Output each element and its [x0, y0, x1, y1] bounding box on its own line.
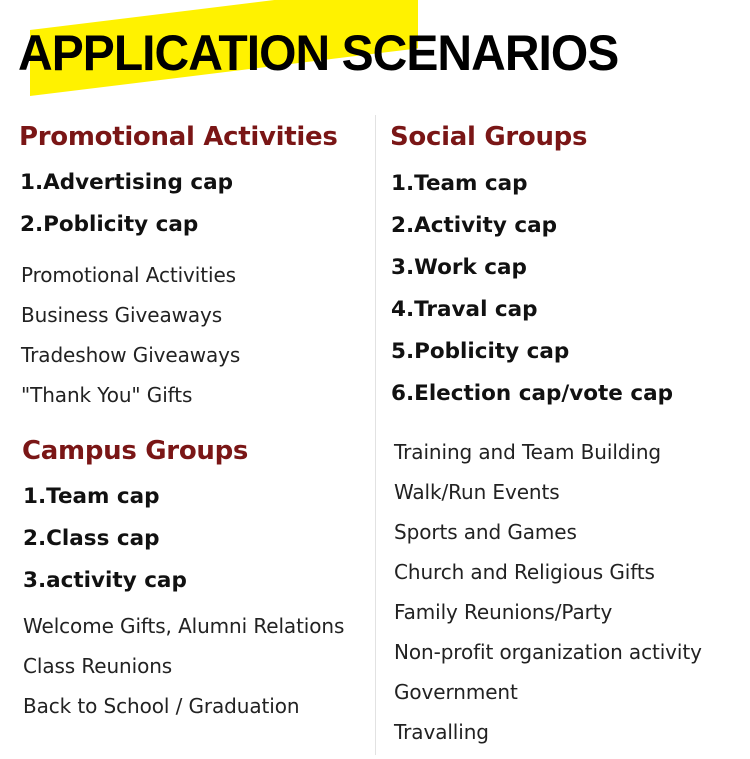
list-item: 6.Election cap/vote cap — [391, 381, 673, 406]
campus-heading: Campus Groups — [22, 436, 249, 466]
social-use-list — [394, 437, 702, 757]
campus-use-list — [23, 611, 344, 731]
list-item: Welcome Gifts, Alumni Relations — [23, 614, 345, 638]
list-item: Church and Religious Gifts — [394, 560, 655, 584]
list-item: 1.Team cap — [23, 484, 160, 509]
list-item: "Thank You" Gifts — [21, 383, 193, 407]
list-item: Back to School / Graduation — [23, 694, 300, 718]
list-item: Class Reunions — [23, 654, 173, 678]
list-item: Travalling — [394, 720, 489, 744]
social-heading: Social Groups — [390, 122, 588, 152]
promotional-use-list — [21, 260, 240, 420]
list-item: 2.Poblicity cap — [20, 212, 199, 237]
column-divider — [375, 115, 376, 755]
list-item: Government — [394, 680, 518, 704]
social-cap-list — [391, 169, 673, 421]
list-item: 3.activity cap — [23, 568, 187, 593]
list-item: Sports and Games — [394, 520, 577, 544]
list-item: 3.Work cap — [391, 255, 527, 280]
list-item: 4.Traval cap — [391, 297, 538, 322]
campus-cap-list — [23, 482, 187, 608]
list-item: 2.Activity cap — [391, 213, 557, 238]
list-item: 1.Advertising cap — [20, 170, 233, 195]
page-title: APPLICATION SCENARIOS — [18, 25, 619, 81]
list-item: Tradeshow Giveaways — [21, 343, 241, 367]
list-item: 5.Poblicity cap — [391, 339, 570, 364]
list-item: Training and Team Building — [394, 440, 662, 464]
list-item: Non-profit organization activity — [394, 640, 702, 664]
list-item: 2.Class cap — [23, 526, 160, 551]
list-item: 1.Team cap — [391, 171, 528, 196]
promotional-cap-list — [20, 168, 233, 252]
list-item: Family Reunions/Party — [394, 600, 613, 624]
list-item: Promotional Activities — [21, 263, 236, 287]
promotional-heading: Promotional Activities — [19, 122, 338, 152]
list-item: Business Giveaways — [21, 303, 223, 327]
list-item: Walk/Run Events — [394, 480, 560, 504]
